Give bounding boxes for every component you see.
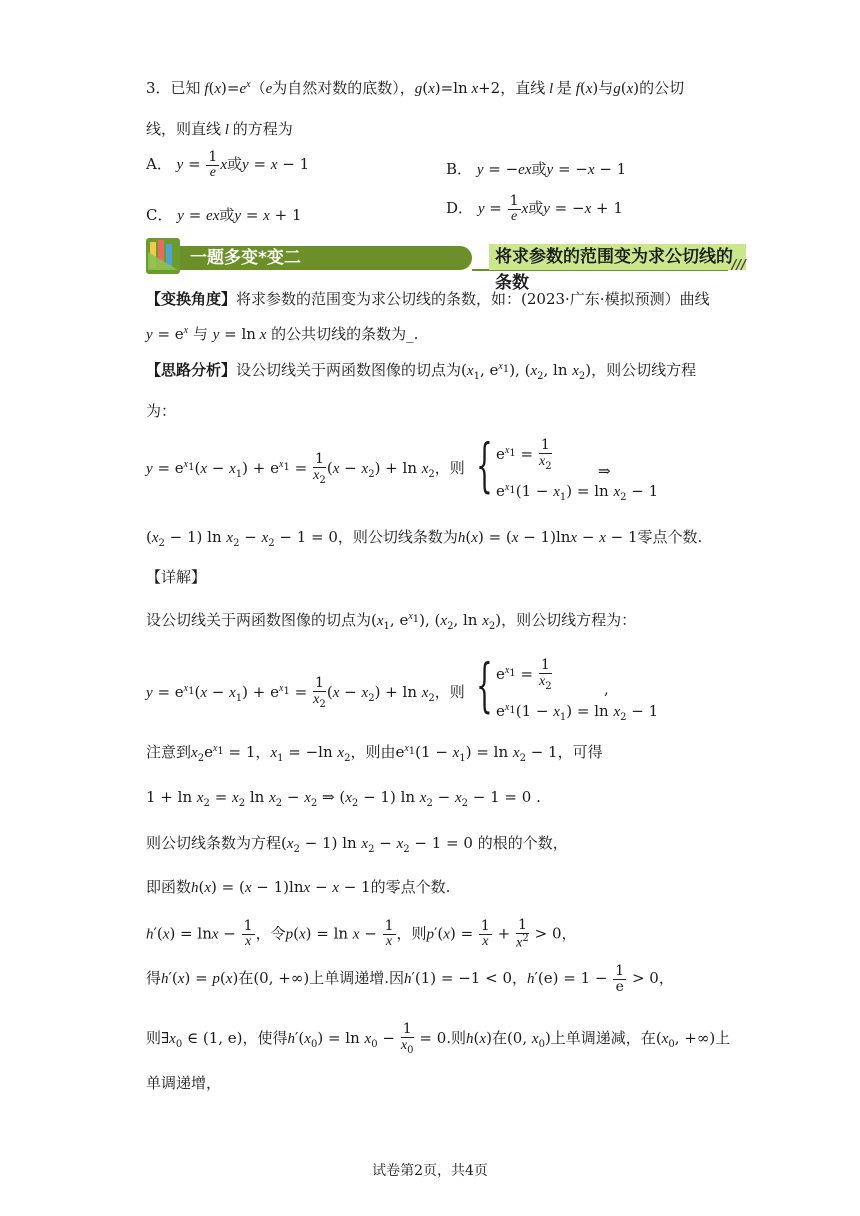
detail-equation: $y = e^{x_1}(x - x_1) + e^{x_1}$ = $\frac{1}{x_2}$ $(x - x_2) + \ln x_2$，则 xyxy=(146,675,465,710)
question-number: 3． xyxy=(146,79,171,97)
detail-line-7: 得h′(x) = p(x)在(0, +∞)上单调递增.因h′(1) = −1 < 0，h′(e) = 1 − $\frac{1}{e}$ > 0， xyxy=(146,963,674,995)
option-a: A． y = $\frac{1}{e}$ x或y = x − 1 xyxy=(146,149,310,180)
books-icon xyxy=(146,238,180,274)
angle-label: 【变换角度】 xyxy=(146,290,237,308)
analysis-line-2: 为： xyxy=(146,402,177,420)
banner-slashes: /// xyxy=(731,258,746,273)
page-footer: 试卷第2页，共4页 xyxy=(372,1163,488,1179)
detail-line-8: 则$\exists x_0$ ∈ (1, e)，使得$h'(x_0) = \ln x_0$ − $\frac{1}{x_0}$ = 0.则h(x)在(0, $x_0$)上单调递减，在($x_0$, +∞)上 xyxy=(146,1021,731,1056)
option-b: B． y = −ex或y = −x − 1 xyxy=(446,160,627,178)
detail-label: 【详解】 xyxy=(146,568,207,586)
detail-line-2: 注意到$x_2e^{x_1} = 1$，$x_1 = -\ln$ $x_2$，则由$e^{x_1}(1 - x_1) = \ln x_2 - 1$，可得 xyxy=(146,743,603,764)
detail-line-3: $1 + \ln x_2 = x_2$ $\ln x_2 - x_2$ ⇒ $(x_2 - 1)$ $\ln x_2 - x_2 - 1 = 0$ . xyxy=(146,788,541,809)
question-line-2: 线，则直线 l 的方程为 xyxy=(146,120,293,138)
detail-line-6: h′(x) = lnx − $\frac{1}{x}$ ，令p(x) = ln x − $\frac{1}{x}$ ，则p′(x) = $\frac{1}{x}$ + $\frac{1}{x^2}$ > 0， xyxy=(146,917,577,951)
angle-line-2: $y = e^x$ 与 y = ln x 的公共切线的条数为_. xyxy=(146,325,419,343)
section-banner xyxy=(146,238,746,293)
implies-arrow: ⇒ xyxy=(598,462,611,480)
analysis-label: 【思路分析】 xyxy=(146,361,237,379)
question-line-1: 3．已知 $f(x)=e^x(e$为自然对数的底数），g(x)=ln x+2，直线 l 是 f(x)与g(x)的公切 xyxy=(146,79,685,97)
analysis-equation: $y = e^{x_1}(x - x_1) + e^{x_1}$ = $\frac{1}{x_2}$ $(x - x_2) + \ln x_2$，则 xyxy=(146,451,465,486)
comma: , xyxy=(604,680,609,698)
detail-line-5: 即函数h(x) = (x − 1)lnx − x − 1的零点个数. xyxy=(146,878,451,896)
detail-line-1: 设公切线关于两函数图像的切点为($x_1$, $e^{x_1}$), ($x_2$, $\ln x_2$)，则公切线方程为： xyxy=(146,611,637,632)
angle-line-1: 【变换角度】将求参数的范围变为求公切线的条数，如：(2023·广东·模拟预测）曲线 xyxy=(146,290,710,308)
math-fx: f xyxy=(200,81,209,97)
analysis-conclusion: $(x_2 - 1)$ $\ln x_2 - x_2 - 1 = 0$，则公切线条数为h(x) = (x − 1)lnx − x − 1零点个数. xyxy=(146,528,703,549)
option-d: D． y = $\frac{1}{e}$ x或y = −x + 1 xyxy=(446,193,623,224)
detail-line-9: 单调递增， xyxy=(146,1074,222,1092)
detail-line-4: 则公切线条数为方程$(x_2 - 1)$ $\ln x_2 - x_2 - 1 = 0$ 的根的个数， xyxy=(146,834,568,855)
banner-title: 将求参数的范围变为求公切线的条数 xyxy=(489,244,746,270)
analysis-system: { $e^{x_1}$ = $\frac{1}{x_2}$ $e^{x_1}(1 - x_1) = \ln x_2 - 1$ xyxy=(476,431,659,503)
analysis-line-1: 【思路分析】设公切线关于两函数图像的切点为($x_1$, $e^{x_1}$), ($x_2$, $\ln x_2$)，则公切线方程 xyxy=(146,361,697,382)
detail-system: { $e^{x_1}$ = $\frac{1}{x_2}$ $e^{x_1}(1 - x_1) = \ln x_2 - 1$ xyxy=(476,651,659,723)
option-c: C． y = ex或y = x + 1 xyxy=(146,206,302,224)
banner-tag: 一题多变*变二 xyxy=(180,246,472,270)
